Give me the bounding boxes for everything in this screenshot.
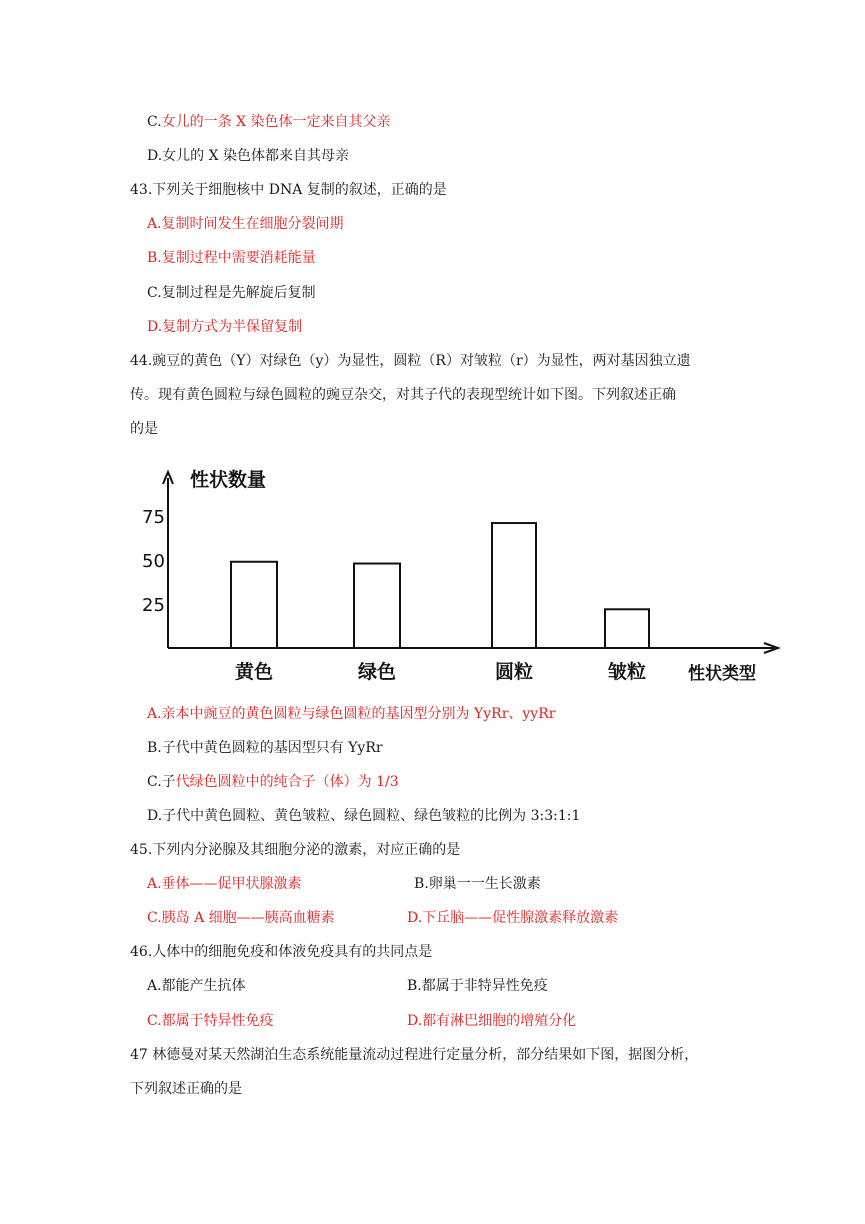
q43-option-d: D.复制方式为半保留复制 — [147, 319, 303, 335]
q44-option-b: B.子代中黄色圆粒的基因型只有 YyRr — [147, 740, 383, 756]
bar-圆粒 — [492, 523, 536, 648]
q43-option-a: A.复制时间发生在细胞分裂间期 — [147, 216, 344, 232]
q47-stem-line2: 下列叙述正确的是 — [130, 1081, 242, 1097]
trait-bar-chart — [140, 462, 790, 694]
x-tick-label-绿色: 绿色 — [357, 661, 397, 683]
q44-option-c — [147, 772, 399, 792]
q43-option-c: C.复制过程是先解旋后复制 — [147, 285, 316, 301]
q46-option-d: D.都有淋巴细胞的增殖分化 — [407, 1013, 577, 1029]
y-tick-label-50: 50 — [142, 551, 165, 572]
bar-黄色 — [231, 562, 277, 648]
q44-stem-line3: 的是 — [130, 421, 158, 437]
bar-绿色 — [354, 564, 400, 648]
x-tick-label-圆粒: 圆粒 — [494, 661, 534, 683]
q46-stem: 46.人体中的细胞免疫和体液免疫具有的共同点是 — [130, 944, 433, 960]
q43-stem: 43.下列关于细胞核中 DNA 复制的叙述，正确的是 — [130, 182, 447, 198]
q46-option-c: C.都属于特异性免疫 — [147, 1013, 274, 1029]
q47-stem-line1: 47 林德曼对某天然湖泊生态系统能量流动过程进行定量分析，部分结果如下图，据图分析， — [130, 1047, 699, 1063]
q43-option-b: B.复制过程中需要消耗能量 — [147, 250, 316, 266]
bar-皱粒 — [605, 609, 649, 648]
y-axis-title: 性状数量 — [190, 469, 267, 491]
q42-option-d: D.女儿的 X 染色体都来自其母亲 — [147, 148, 350, 164]
q45-stem: 45.下列内分泌腺及其细胞分泌的激素，对应正确的是 — [130, 842, 461, 858]
q44-option-a: A.亲本中豌豆的黄色圆粒与绿色圆粒的基因型分别为 YyRr、yyRr — [147, 706, 556, 722]
q46-option-b: B.都属于非特异性免疫 — [407, 978, 548, 994]
q46-option-a: A.都能产生抗体 — [147, 978, 246, 994]
x-axis-title: 性状类型 — [688, 664, 756, 684]
q42-option-c: C.女儿的一条 X 染色体一定来自其父亲 — [147, 114, 391, 130]
q44-option-c-rest: 代绿色圆粒中的纯合子（体）为 1/3 — [175, 774, 399, 790]
q45-option-d: D.下丘脑——促性腺激素释放激素 — [407, 910, 619, 926]
y-tick-label-75: 75 — [142, 507, 165, 528]
y-tick-label-25: 25 — [142, 595, 165, 616]
q45-option-c: C.胰岛 A 细胞——胰高血糖素 — [147, 910, 335, 926]
q44-stem-line2: 传。现有黄色圆粒与绿色圆粒的豌豆杂交，对其子代的表现型统计如下图。下列叙述正确 — [130, 387, 676, 403]
x-tick-label-黄色: 黄色 — [234, 661, 274, 683]
q44-option-d: D.子代中黄色圆粒、黄色皱粒、绿色圆粒、绿色皱粒的比例为 3:3:1:1 — [147, 808, 581, 824]
x-tick-label-皱粒: 皱粒 — [607, 661, 647, 683]
q44-stem-line1: 44.豌豆的黄色（Y）对绿色（y）为显性，圆粒（R）对皱粒（r）为显性，两对基因独立遗 — [130, 353, 691, 369]
q44-option-c-prefix: C.子 — [147, 774, 176, 790]
q45-option-b: B.卵巢一一生长激素 — [414, 876, 541, 892]
q45-option-a: A.垂体——促甲状腺激素 — [147, 876, 302, 892]
